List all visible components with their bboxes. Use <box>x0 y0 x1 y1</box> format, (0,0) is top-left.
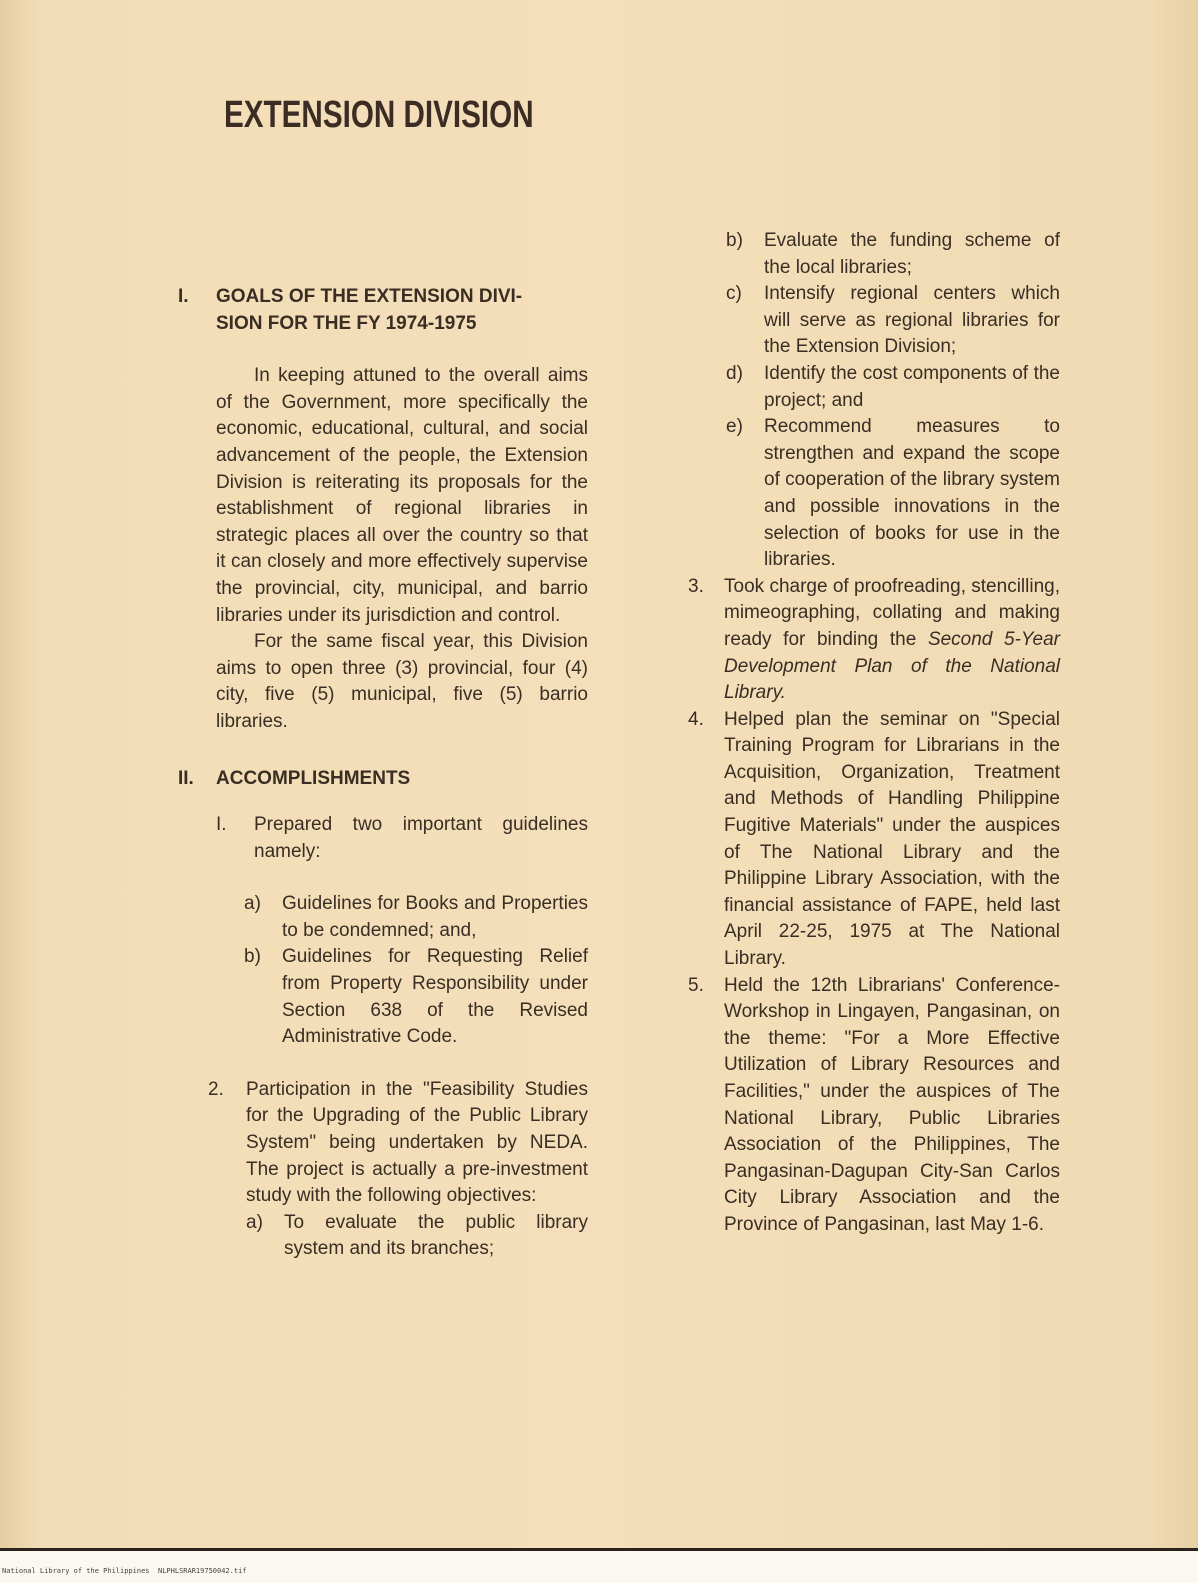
plan-title: Second 5-Year Development Plan of the National Library. <box>724 628 1060 704</box>
footer-source: National Library of the Philippines <box>2 1567 150 1575</box>
section-number: I. <box>178 286 189 307</box>
footer-filename: NLPHLSRAR19750042.tif <box>158 1567 247 1575</box>
list-item-text: Helped plan the seminar on "Special Training Program for Librarians in the Acquisition, Organization, Treatment and Methods of Handling Philippine Fugitive Materials" under the auspices of The National Library and the Philippine Library Association, with the financial assistance of FAPE, held last April 22-25, 1975 at The National Library. <box>724 708 1060 970</box>
sub-list-item: b) Evaluate the funding scheme of the local libraries; <box>726 230 1060 278</box>
list-item-text: Prepared two important guidelines namely: <box>254 814 588 862</box>
goals-paragraph-2: For the same fiscal year, this Division aims to open three (3) provincial, four (4) city, five (5) municipal, five (5) barrio libraries. <box>216 631 588 732</box>
right-column <box>688 228 1060 1239</box>
list-item-text: Held the 12th Librarians' Conference-Workshop in Lingayen, Pangasinan, on the theme: "For a More Effective Utilization of Library Resources and Facilities," under the auspices of The National Library, Public Libraries Association of the Philippines, The Pangasinan-Dagupan City-San Carlos City Library Association and the Province of Pangasinan, last May 1-6. <box>724 974 1060 1235</box>
section-number: II. <box>178 767 194 789</box>
sub-list-item: a) To evaluate the public library system and its branches; <box>246 1211 588 1260</box>
accomplishments-list <box>208 812 588 1263</box>
sub-list-item: c) Intensify regional centers which will serve as regional libraries for the Extension Division; <box>726 283 1060 358</box>
section-heading-line-2: SION FOR THE FY 1974-1975 <box>216 312 477 334</box>
sub-list-item: a) Guidelines for Books and Properties to be condemned; and, <box>244 893 588 941</box>
list-item: 3. Took charge of proofreading, stencilling, mimeographing, collating and making ready for binding the Second 5-Year Development Plan of the National Library. <box>688 575 1060 704</box>
list-item: I. Prepared two important guidelines namely: <box>216 812 588 865</box>
section-heading: ACCOMPLISHMENTS <box>216 767 411 789</box>
section-accomplishments-heading <box>178 766 588 793</box>
sub-list-item: e) Recommend measures to strengthen and expand the scope of cooperation of the library system and possible innovations in the selection of books for use in the libraries. <box>726 416 1060 571</box>
list-item-text: Participation in the "Feasibility Studies for the Upgrading of the Public Library System" being undertaken by NEDA. The project is actually a pre-investment study with the following objectives: <box>246 1078 588 1207</box>
list-item: 4. Helped plan the seminar on "Special Training Program for Librarians in the Acquisition, Organization, Treatment and Methods of Handling Philippine Fugitive Materials" under the auspices of The National Library and the Philippine Library Association, with the financial assistance of FAPE, held last April 22-25, 1975 at The National Library. <box>688 707 1060 973</box>
goals-paragraph-1: In keeping attuned to the overall aims of the Government, more specifically the economic, educational, cultural, and social advancement of the people, the Extension Division is reiterating its proposals for the establishment of regional libraries in strategic places all over the country so that it can closely and more effectively supervise the provincial, city, municipal, and barrio libraries under its jurisdiction and control. <box>216 365 588 626</box>
list-item: 2. Participation in the "Feasibility Studies for the Upgrading of the Public Library System" being undertaken by NEDA. The project is actually a pre-investment study with the following objectives: <box>208 1077 588 1210</box>
scan-footer <box>0 1551 1198 1583</box>
left-column <box>178 284 588 1263</box>
sub-list-item: b) Guidelines for Requesting Relief from Property Responsibility under Section 638 of the Revised Administrative Code. <box>244 946 588 1048</box>
section-heading-line-1: GOALS OF THE EXTENSION DIVI- <box>216 286 523 307</box>
page-title: EXTENSION DIVISION <box>224 94 534 136</box>
list-item-text: Took charge of proofreading, stencilling, mimeographing, collating and making ready for binding the <box>724 575 1060 650</box>
section-goals-heading <box>178 284 588 337</box>
list-item: 5. Held the 12th Librarians' Conference-Workshop in Lingayen, Pangasinan, on the theme: "For a More Effective Utilization of Library Resources and Facilities," under the auspices of The National Library, Public Libraries Association of the Philippines, The Pangasinan-Dagupan City-San Carlos City Library Association and the Province of Pangasinan, last May 1-6. <box>688 973 1060 1239</box>
sub-list-item: d) Identify the cost components of the project; and <box>726 362 1060 411</box>
